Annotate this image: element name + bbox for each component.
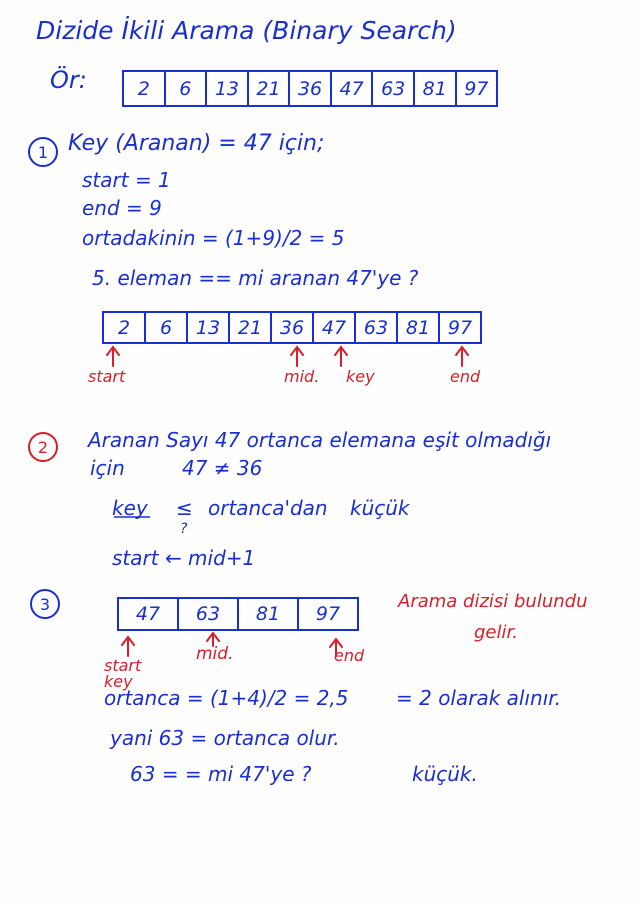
array-cell: 47: [314, 313, 356, 342]
arrow-up-icon: [456, 347, 468, 366]
array-cell: 97: [447, 316, 473, 339]
array-cell: 2: [104, 313, 146, 342]
step-2-line3q: ?: [180, 521, 188, 537]
array-cell: 81: [239, 599, 299, 629]
array-cell: 97: [315, 603, 341, 625]
step-2-line3a: key: [112, 496, 148, 520]
step-3-note2: gelir.: [474, 622, 518, 643]
step-3-line1: ortanca = (1+4)/2 = 2,5: [104, 686, 349, 710]
step-2-line3c: ortanca'dan: [208, 496, 328, 520]
arrow-up-icon: [291, 347, 303, 366]
array-cell: 13: [207, 72, 249, 105]
step-1-end-label: end: [450, 367, 481, 386]
array-cell: 97: [464, 77, 489, 100]
array-cell: 63: [373, 72, 415, 105]
array-cell: 36: [290, 72, 332, 105]
arrow-up-icon: [107, 347, 119, 366]
step-1-start: start = 1: [82, 168, 171, 192]
step-1-key-label: key: [346, 367, 375, 386]
array-cell: 2: [124, 72, 166, 105]
step-3-line3: 63 = = mi 47'ye ?: [130, 762, 312, 786]
step-1-mid-label: mid.: [284, 367, 320, 386]
array-cell: 81: [415, 72, 457, 105]
step-3-note1: Arama dizisi bulundu: [398, 591, 588, 612]
array-cell: 81: [398, 313, 440, 342]
array-cell: 36: [272, 313, 314, 342]
step-1-ortadaki: ortadakinin = (1+9)/2 = 5: [82, 226, 345, 250]
array-cell: 21: [249, 72, 291, 105]
step-3-mid-label: mid.: [196, 644, 234, 664]
example-label: Ör:: [50, 66, 87, 94]
array-cell: 47: [119, 599, 179, 629]
step-2-line2b: 47 ≠ 36: [182, 456, 263, 480]
array-cell: 63: [179, 599, 239, 629]
step-1-heading: Key (Aranan) = 47 için;: [68, 131, 325, 156]
step-1-start-label: start: [88, 367, 126, 386]
step-1-question: 5. eleman == mi aranan 47'ye ?: [92, 266, 419, 290]
step-2-line1: Aranan Sayı 47 ortanca elemana eşit olmadığı: [88, 428, 552, 452]
array-cell: 47: [332, 72, 374, 105]
step-2-number: 2: [28, 432, 58, 462]
page-title: Dizide İkili Arama (Binary Search): [36, 16, 457, 45]
step-2-line3b: ≤: [176, 496, 193, 520]
array-cell: 6: [146, 313, 188, 342]
step-3-line2: yani 63 = ortanca olur.: [110, 726, 340, 750]
step-3-line3b: küçük.: [412, 762, 478, 786]
array-cell: 6: [166, 72, 208, 105]
arrow-up-icon: [335, 347, 347, 366]
step-2-line2a: için: [90, 456, 125, 480]
arrow-up-icon: [122, 637, 134, 656]
step-1-number: 1: [28, 137, 58, 167]
step-3-end-label: end: [334, 646, 365, 665]
step-2-line4: start ← mid+1: [112, 546, 256, 570]
step-3-start-label: start: [104, 656, 142, 675]
step-1-end: end = 9: [82, 196, 162, 220]
array-cell: 21: [230, 313, 272, 342]
array-cell: 13: [188, 313, 230, 342]
arrow-up-icon: [207, 633, 219, 646]
step-3-line1b: = 2 olarak alınır.: [396, 686, 562, 710]
step-3-number: 3: [30, 589, 60, 619]
step-3-key-label: key: [104, 672, 133, 691]
arrow-up-icon: [330, 639, 342, 656]
step-2-line3d: küçük: [350, 496, 410, 520]
array-cell: 63: [356, 313, 398, 342]
